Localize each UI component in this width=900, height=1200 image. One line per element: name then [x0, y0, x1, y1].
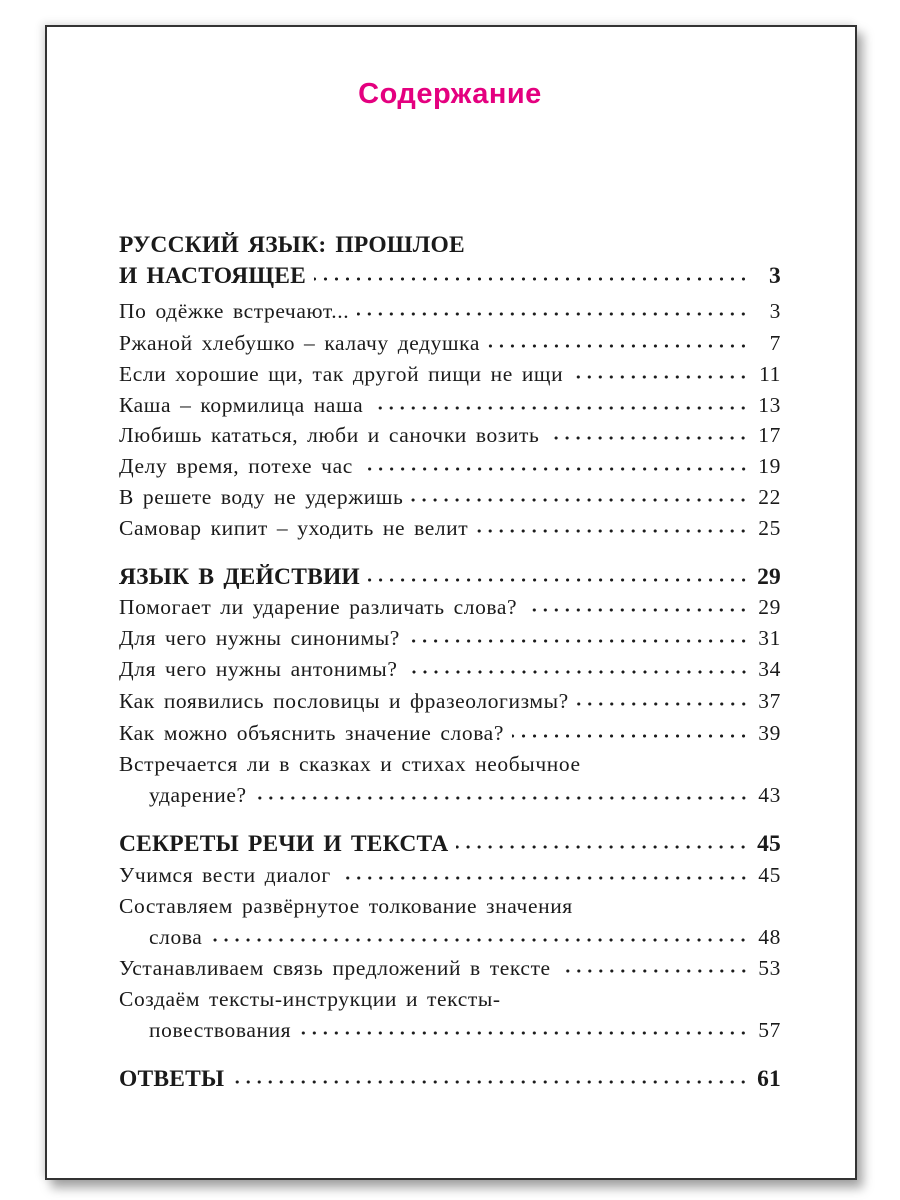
toc-entry-line: [119, 1018, 781, 1048]
toc-entry-title: Любишь кататься, люби и саночки возить: [119, 423, 540, 447]
dot-leader: [406, 669, 750, 675]
dot-leader: [411, 497, 749, 503]
toc-entry-title: РУССКИЙ ЯЗЫК: ПРОШЛОЕ: [119, 232, 465, 258]
toc-entry-line: [119, 721, 781, 751]
dot-leader: [371, 405, 749, 411]
toc-page-number: 37: [758, 689, 781, 713]
toc-entry-line: [119, 299, 781, 329]
toc-entry-title: Ржаной хлебушко – калачу дедушка: [119, 331, 481, 355]
dot-leader: [559, 968, 749, 974]
dot-leader: [456, 844, 749, 850]
toc-entry-line: [119, 657, 781, 687]
toc-page-number: 45: [758, 863, 781, 887]
dot-leader: [357, 311, 749, 317]
toc-entry-title: Создаём тексты-инструкции и тексты-: [119, 987, 501, 1011]
toc-entry-title: Помогает ли ударение различать слова?: [119, 595, 518, 619]
toc-entry-line: [119, 423, 781, 453]
toc-entry-title: Как можно объяснить значение слова?: [119, 721, 504, 745]
toc-entry-title: По одёжке встречают...: [119, 299, 350, 323]
toc-entry-line: [119, 783, 781, 813]
toc-page-number: 3: [769, 263, 781, 289]
page-title: Содержание: [358, 78, 542, 110]
toc-entry-line: [119, 894, 781, 924]
toc-entry-title: ударение?: [149, 783, 247, 807]
toc-page-number: 13: [758, 393, 781, 417]
dot-leader: [339, 875, 749, 881]
toc-entry-line: [119, 331, 781, 361]
toc-page-number: 29: [757, 564, 781, 590]
toc-page-number: 45: [757, 831, 781, 857]
toc-entry-title: Для чего нужны синонимы?: [119, 626, 400, 650]
toc-entry-title: Если хорошие щи, так другой пищи не ищи: [119, 362, 564, 386]
toc-page-number: 7: [769, 331, 781, 355]
toc-entry-title: Самовар кипит – уходить не велит: [119, 516, 469, 540]
toc-entry-title: Каша – кормилица наша: [119, 393, 364, 417]
toc-entry-line: [119, 987, 781, 1017]
toc-entry-title: слова: [149, 925, 203, 949]
toc-entry-line: [119, 956, 781, 986]
toc-page-number: 53: [758, 956, 781, 980]
dot-leader: [255, 795, 749, 801]
toc-entry-title: ОТВЕТЫ: [119, 1066, 225, 1092]
toc-entry-line: [119, 485, 781, 515]
dot-leader: [368, 577, 749, 583]
dot-leader: [512, 733, 749, 739]
toc-entry-line: [119, 689, 781, 719]
toc-entry-line: [119, 752, 781, 782]
toc-entry-title: Учимся вести диалог: [119, 863, 331, 887]
toc-entry-title: Устанавливаем связь предложений в тексте: [119, 956, 551, 980]
dot-leader: [232, 1079, 749, 1085]
toc-page-number: 34: [758, 657, 781, 681]
dot-leader: [577, 701, 749, 707]
toc-page-number: 57: [758, 1018, 781, 1042]
dot-leader: [488, 343, 749, 349]
toc-page-number: 39: [758, 721, 781, 745]
dot-leader: [525, 607, 749, 613]
toc-page-number: 43: [758, 783, 781, 807]
toc-entry-title: Составляем развёрнутое толкование значения: [119, 894, 573, 918]
toc-page-number: 48: [758, 925, 781, 949]
toc-section-line: [119, 564, 781, 594]
toc-entry-line: [119, 454, 781, 484]
dot-leader: [210, 937, 749, 943]
dot-leader: [299, 1030, 749, 1036]
toc-section-line: [119, 232, 781, 262]
toc-page-number: 61: [757, 1066, 781, 1092]
toc-entry-line: [119, 925, 781, 955]
dot-leader: [361, 466, 749, 472]
toc-entry-title: И НАСТОЯЩЕЕ: [119, 263, 307, 289]
toc-page-number: 29: [758, 595, 781, 619]
toc-page-number: 11: [759, 362, 781, 386]
dot-leader: [408, 638, 749, 644]
toc-section-line: [119, 831, 781, 861]
toc-entry-line: [119, 595, 781, 625]
dot-leader: [314, 276, 749, 282]
toc-entry-title: Делу время, потехе час: [119, 454, 353, 478]
toc-page-number: 22: [758, 485, 781, 509]
toc-entry-title: Встречается ли в сказках и стихах необычное: [119, 752, 581, 776]
toc-entry-line: [119, 626, 781, 656]
toc-section-line: [119, 1066, 781, 1096]
toc-entry-line: [119, 393, 781, 423]
dot-leader: [547, 435, 749, 441]
toc-entry-title: повествования: [149, 1018, 292, 1042]
toc-page-number: 19: [758, 454, 781, 478]
toc-page-number: 3: [769, 299, 781, 323]
toc-page-number: 25: [758, 516, 781, 540]
toc-entry-line: [119, 516, 781, 546]
toc-page-number: 31: [758, 626, 781, 650]
toc-page-number: 17: [758, 423, 781, 447]
toc-entry-title: Как появились пословицы и фразеологизмы?: [119, 689, 569, 713]
toc-entry-title: СЕКРЕТЫ РЕЧИ И ТЕКСТА: [119, 831, 449, 857]
toc-entry-line: [119, 863, 781, 893]
toc-entry-title: В решете воду не удержишь: [119, 485, 404, 509]
toc-entry-line: [119, 362, 781, 392]
toc-entry-title: ЯЗЫК В ДЕЙСТВИИ: [119, 564, 360, 590]
toc-entry-title: Для чего нужны антонимы?: [119, 657, 398, 681]
toc-section-line: [119, 263, 781, 293]
dot-leader: [571, 374, 749, 380]
dot-leader: [476, 528, 749, 534]
